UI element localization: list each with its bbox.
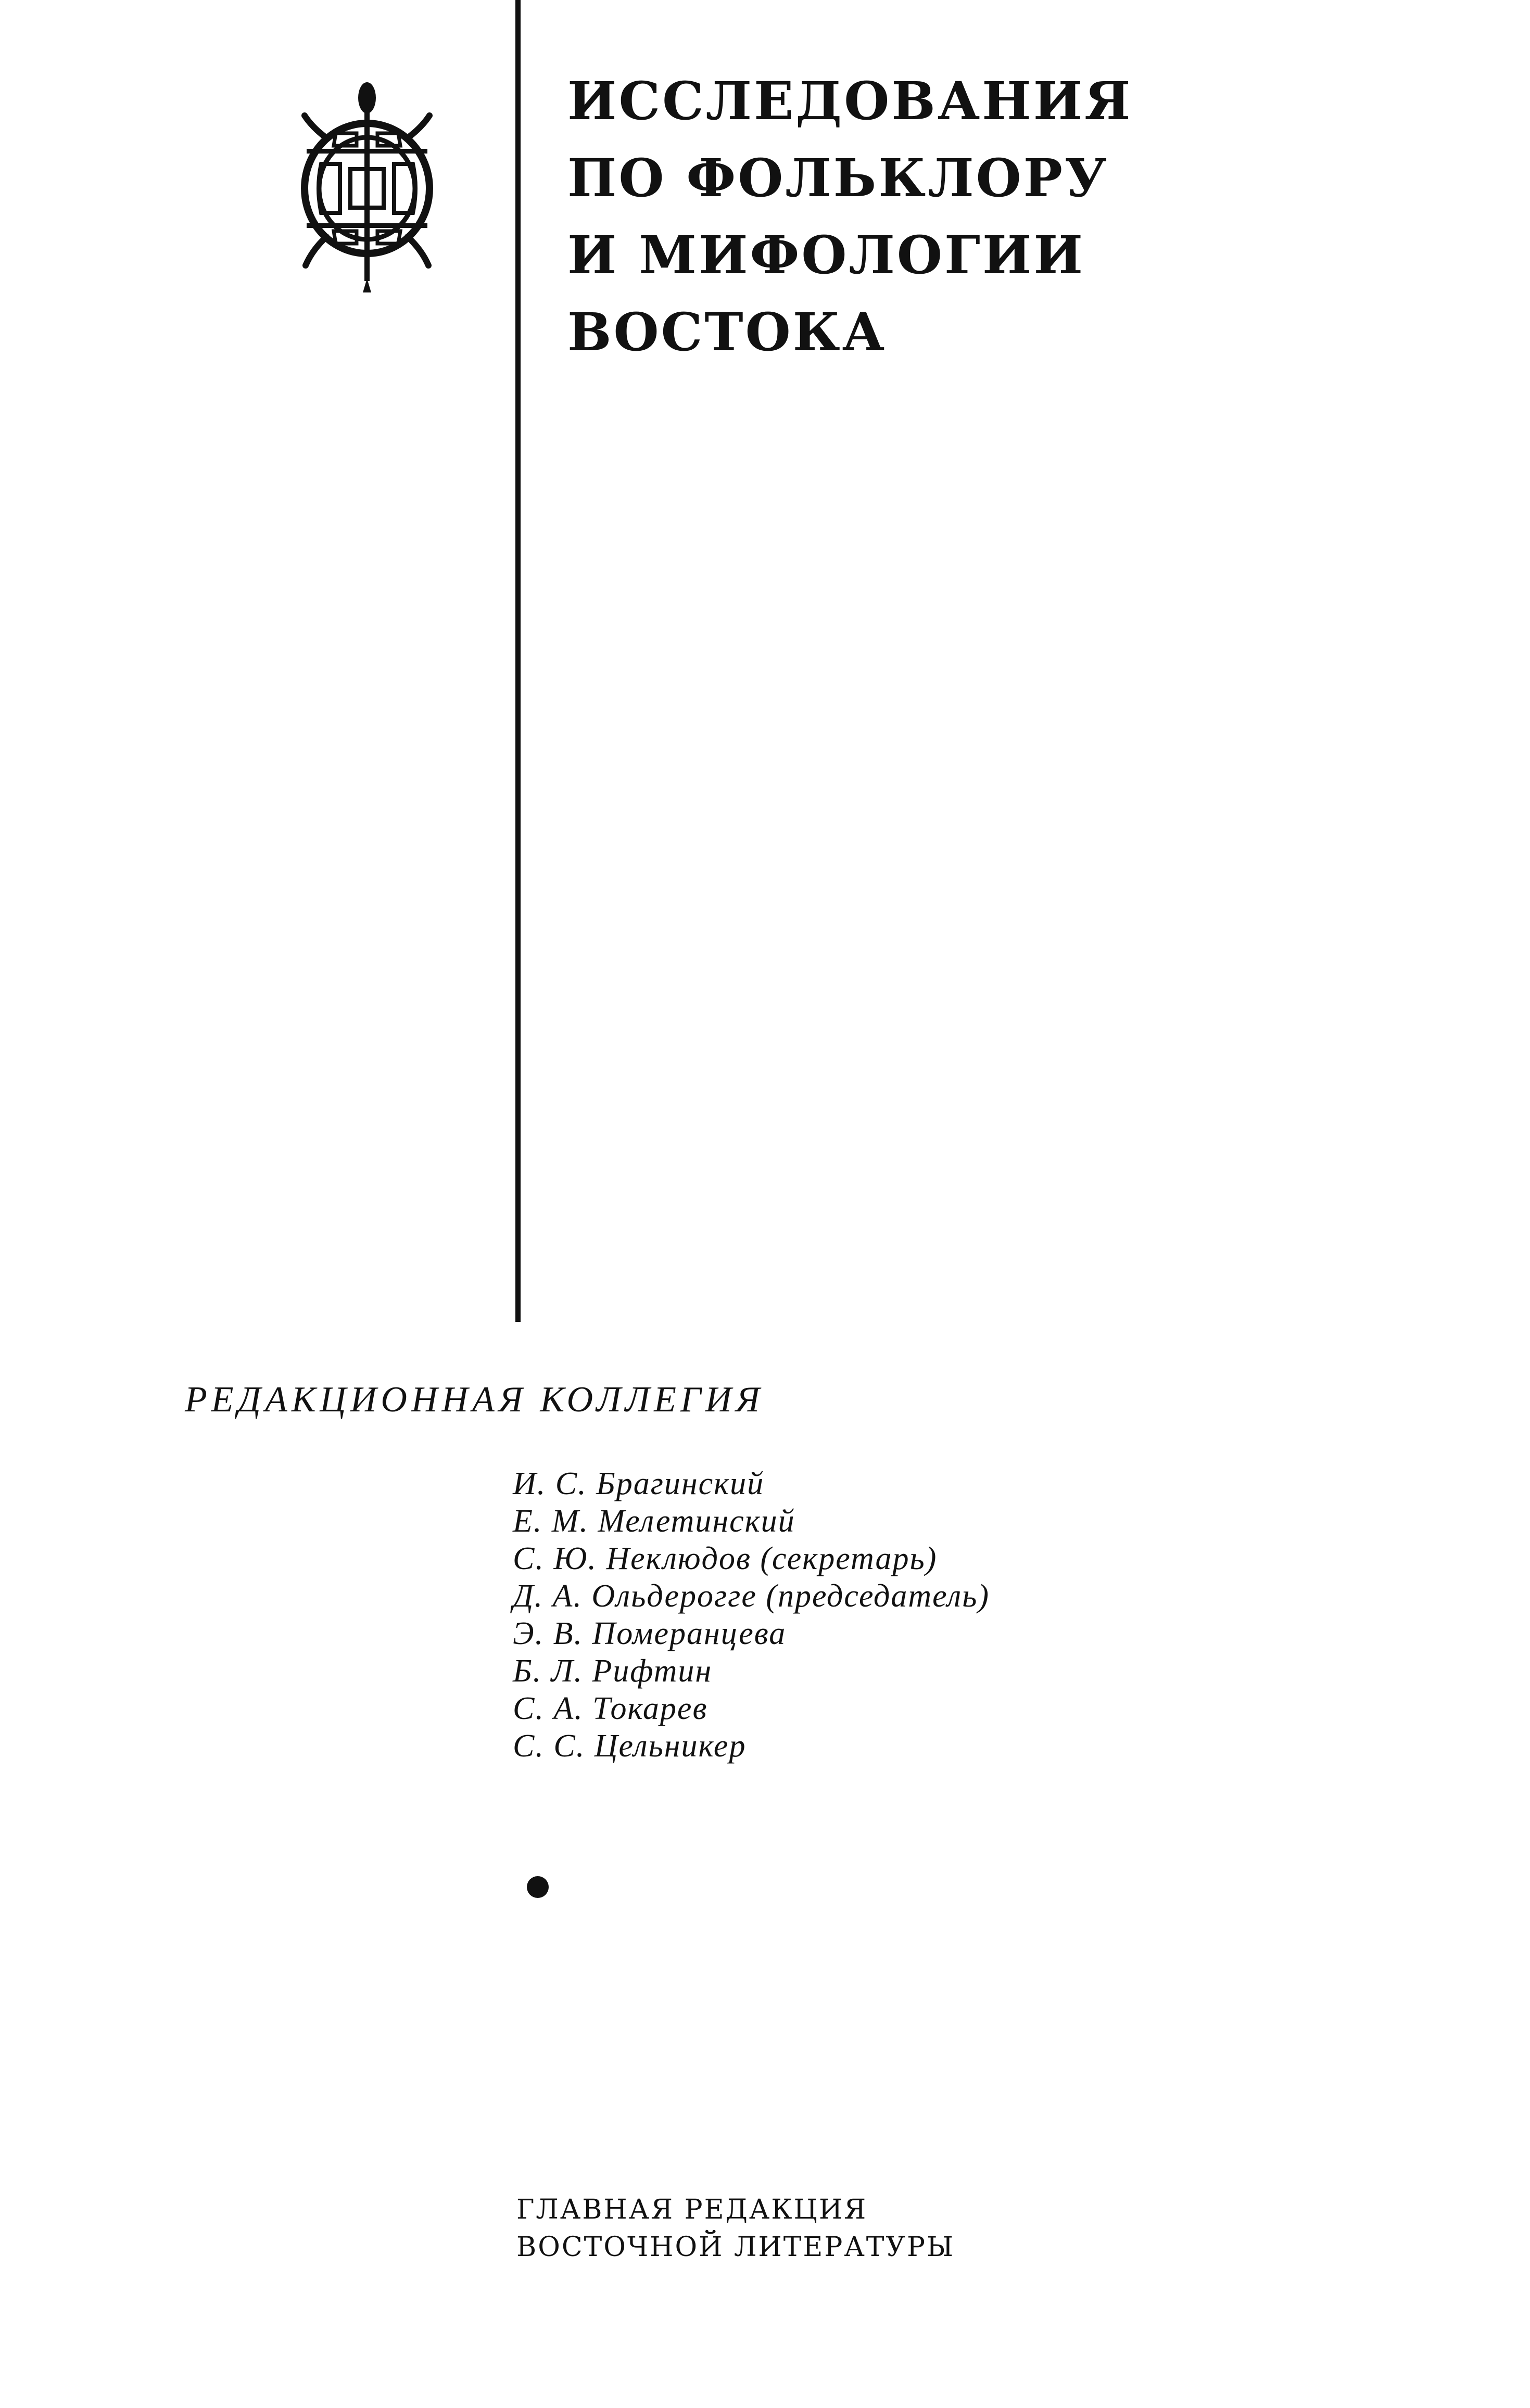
bullet-dot-ornament <box>527 1876 549 1898</box>
series-title-line: ВОСТОКА <box>567 301 887 363</box>
editorial-board-list <box>513 1465 990 1765</box>
series-title <box>567 62 1132 371</box>
board-member: Э. В. Померанцева <box>513 1616 787 1651</box>
vertical-divider-line <box>515 0 521 1322</box>
board-member: С. Ю. Неклюдов (секретарь) <box>513 1541 938 1576</box>
board-member: С. А. Токарев <box>513 1691 708 1726</box>
series-title-line: ПО ФОЛЬКЛОРУ <box>567 147 1109 209</box>
board-member: Е. М. Мелетинский <box>513 1504 795 1539</box>
series-title-line: ИССЛЕДОВАНИЯ <box>567 70 1133 132</box>
board-member: С. С. Цельникер <box>513 1728 747 1764</box>
turtle-emblem-icon <box>284 78 450 297</box>
editorial-board-heading: РЕДАКЦИОННАЯ КОЛЛЕГИЯ <box>185 1380 764 1420</box>
board-member: Д. А. Ольдерогге (председатель) <box>513 1578 990 1614</box>
publisher-line: ГЛАВНАЯ РЕДАКЦИЯ <box>516 2194 868 2225</box>
series-title-line: И МИФОЛОГИИ <box>567 224 1085 286</box>
publisher-imprint <box>516 2191 955 2266</box>
board-member: И. С. Брагинский <box>513 1466 765 1501</box>
board-member: Б. Л. Рифтин <box>513 1653 713 1689</box>
publisher-line: ВОСТОЧНОЙ ЛИТЕРАТУРЫ <box>516 2232 955 2263</box>
